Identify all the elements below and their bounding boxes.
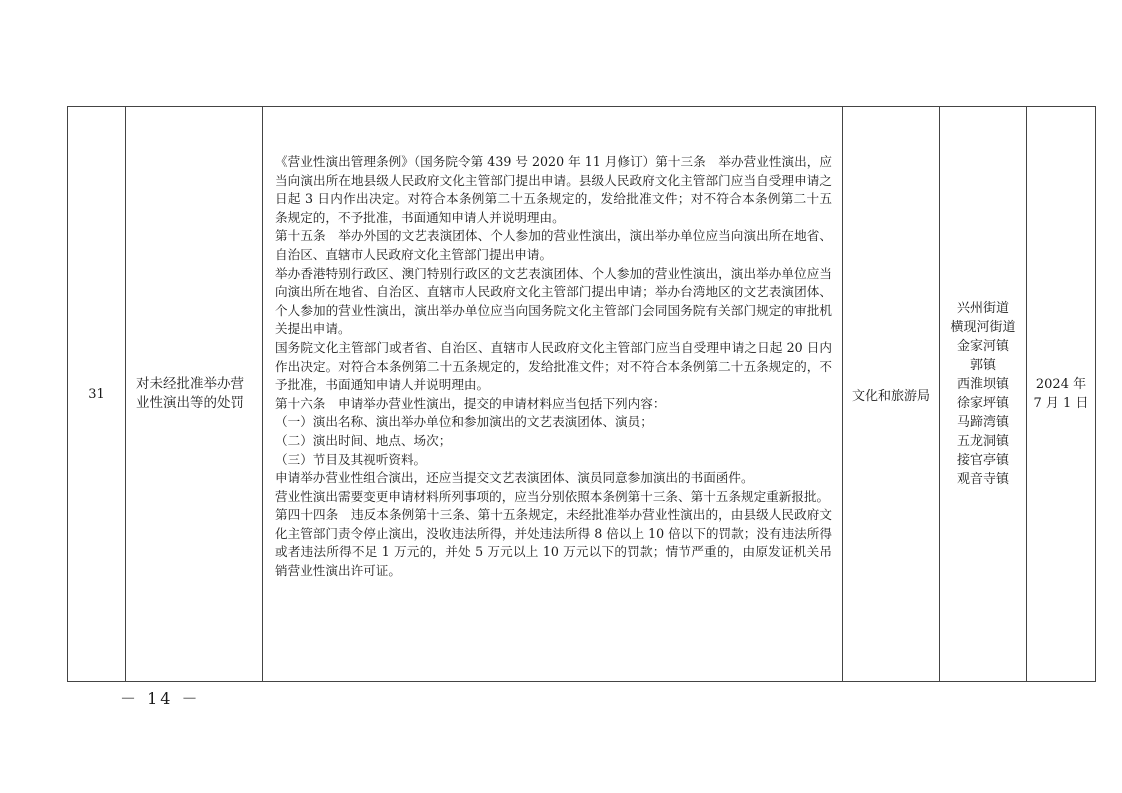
- basis-paragraph: 第十五条 举办外国的文艺表演团体、个人参加的营业性演出，演出举办单位应当向演出所在地省、自治区、直辖市人民政府文化主管部门提出申请。: [275, 228, 832, 262]
- scope-item: 横现河街道: [950, 320, 1016, 335]
- basis-paragraph: 营业性演出需要变更申请材料所列事项的，应当分别依照本条例第十三条、第十五条规定重新报批。: [275, 488, 830, 504]
- row-number: 31: [88, 386, 105, 402]
- scope-item: 观音寺镇: [956, 472, 1009, 487]
- basis-paragraph: 申请举办营业性组合演出，还应当提交文艺表演团体、演员同意参加演出的书面函件。: [275, 470, 754, 486]
- scope-item: 马蹄湾镇: [956, 415, 1009, 430]
- effective-date-year: 2024 年: [1035, 377, 1087, 392]
- basis-paragraph: （三）节目及其视听资料。: [275, 451, 427, 467]
- scope-item: 金家河镇: [956, 339, 1009, 354]
- row-number-cell: [68, 107, 126, 682]
- legal-basis-text: [275, 107, 832, 581]
- scope-item: 徐家坪镇: [956, 396, 1009, 411]
- scope-cell: [940, 107, 1027, 682]
- item-name-cell: [126, 107, 263, 682]
- department-cell: [843, 107, 940, 682]
- basis-paragraph: 《营业性演出管理条例》（国务院令第 439 号 2020 年 11 月修订）第十三条 举办营业性演出，应当向演出所在地县级人民政府文化主管部门提出申请。县级人民政府文化主管部门应当自受理申请之日起 3 日内作出决定。对符合本条例第二十五条规定的，发给批准文件；对不符合本条例第二十五条规定的，不予批准，书面通知申请人并说明理由。: [275, 154, 832, 225]
- effective-date-cell: [1027, 107, 1096, 682]
- scope-item: 接官亭镇: [956, 453, 1009, 468]
- table-row: [68, 107, 1096, 682]
- item-name: 对未经批准举办营业性演出等的处罚: [136, 376, 244, 411]
- effective-date-day: 7 月 1 日: [1033, 396, 1089, 411]
- page-number: － 14 －: [120, 689, 201, 708]
- basis-paragraph: （一）演出名称、演出举办单位和参加演出的文艺表演团体、演员；: [275, 414, 653, 430]
- scope-item: 五龙洞镇: [956, 434, 1009, 449]
- basis-paragraph: 举办香港特别行政区、澳门特别行政区的文艺表演团体、个人参加的营业性演出，演出举办单位应当向演出所在地省、自治区、直辖市人民政府文化主管部门提出申请；举办台湾地区的文艺表演团体、个人参加的营业性演出，演出举办单位应当向国务院文化主管部门会同国务院有关部门规定的审批机关提出申请。: [275, 265, 832, 337]
- scope-item: 兴州街道: [956, 301, 1009, 316]
- department: 文化和旅游局: [851, 388, 930, 404]
- scope-item: 郭镇: [969, 358, 996, 373]
- basis-paragraph: （二）演出时间、地点、场次；: [275, 432, 452, 448]
- scope-item: 西淮坝镇: [956, 377, 1009, 392]
- legal-basis-cell: [263, 107, 843, 682]
- basis-paragraph: 第四十四条 违反本条例第十三条、第十五条规定，未经批准举办营业性演出的，由县级人民政府文化主管部门责令停止演出，没收违法所得，并处违法所得 8 倍以上 10 倍以下的罚款；没有违法所得或者违法所得不足 1 万元的，并处 5 万元以上 10 万元以下的罚款；情节严重的，由原发证机关吊销营业性演出许可证。: [275, 507, 832, 579]
- basis-paragraph: 第十六条 申请举办营业性演出，提交的申请材料应当包括下列内容：: [275, 395, 666, 411]
- basis-paragraph: 国务院文化主管部门或者省、自治区、直辖市人民政府文化主管部门应当自受理申请之日起 20 日内作出决定。对符合本条例第二十五条规定的，发给批准文件；对不符合本条例第二十五条规定的，不予批准，书面通知申请人并说明理由。: [275, 339, 832, 393]
- power-list-table: [67, 106, 1096, 682]
